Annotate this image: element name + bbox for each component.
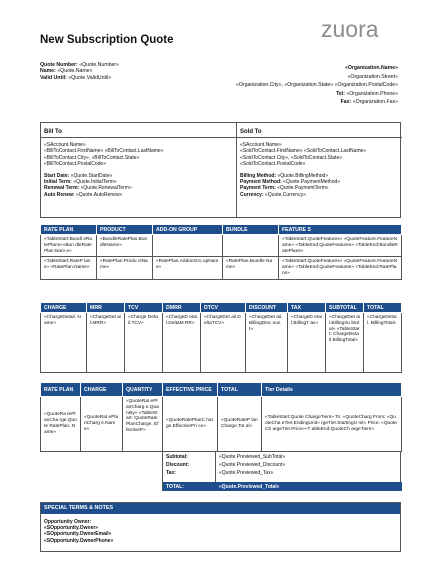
table-row: «QuoteRa tePlanCha rge.Quote RatePlan. Name» «QuoteRat ePlanCharg e.Name» «QuoteRat ePlanCharg e.Quantity» «TableStart: QuoteRate PlanCharge. EffectiveP» «QuoteRatePlanC harge.EffectivePri ce» «QuoteRateP lanCharge.Tot al» «TableStart:Quote ChargeTiers» To: «QuoteCharg From: «QuoteCha eTier.EndingUnit» rgeTier.StartingU nit» Price: «QuoteCh argeTier.Price»«T ableEnd:QuoteCh argeTiers» <box>41 397 402 452</box>
table-row: «TableStart:RateP lans» «RatePlan.Name» «RatePlan.Produ ctName» «RatePlan.AddonGro upName» «RatePlan.Bundle Name» «TableStart:QuoteFeatures» «QuoteFeature.FeatureName» «TableEnd:QuoteFeatures» «TableEnd:RatePlans» <box>41 257 402 279</box>
totals-box <box>162 452 401 491</box>
organization-fax: Fax: «Organization.Fax» <box>340 99 398 106</box>
zuora-logo-image <box>321 18 395 42</box>
zuora-logo <box>321 18 395 42</box>
bill-to-terms: Start Date: «Quote.StartDate» Initial Term: «Quote.InitialTerm» Renewal Term: «Quote.RenewalTerm» Auto Renew: «Quote.AutoRenew» <box>44 172 132 198</box>
organization-city: «Organization.City», «Organization.State» «Organization.PostalCode» <box>235 82 398 89</box>
notes-body: Opportunity Owner: «SOpportunity.Owner» «SOpportunity.OwnerEmail» «SOpportunity.OwnerPhone» <box>44 519 114 544</box>
sold-to-address: «SAccount.Name» «SoldToContact.FirstName» «SoldToContact.LastName» «SoldToContact.City», «SoldToContact.State» «SoldToContact.PostalCode» <box>240 142 367 168</box>
sold-to-terms: Billing Method: «Quote.BillingMethod» Payment Method: «Quote.PaymentMethod» Payment Term: «Quote.PaymentTerm» Currency: «Quote.Currency» <box>240 172 341 198</box>
logo-text: zuora <box>321 18 379 42</box>
table-row: «ChargeDetail. Name» «ChargeDet ail.MRR» «Charge Deta il.TCV» «ChargeD etail.DeltaM RR» «ChargeDet ail.DeltaTCV» «ChargeDet ail.BillingDisc ount» «ChargeD etail.BillingT ax» «ChargeDet ail.BillingSu btotal» «TableStart: ChargeDeta il BillingTotal» «ChargeDetail. BillingTotal» <box>41 313 402 373</box>
sold-to-heading: Sold To <box>237 123 402 138</box>
organization-phone: Tel: «Organization.Phone» <box>336 90 398 97</box>
table-header-row: RATE PLAN PRODUCT ADD-ON GROUP BUNDLE FEATURE S <box>41 225 402 235</box>
valid-until-line: Valid Until: «Quote.ValidUntil» <box>40 74 112 81</box>
quote-name-line: Name: «Quote.Name» <box>40 68 93 75</box>
bill-to-address: «SAccount.Name» «BillToContact.FirstName» «BillToContact.LastName» «BillToContact.City», «BillToContact.State» «BillToContact.PostalCode» <box>44 142 164 168</box>
quote-info <box>40 62 119 81</box>
organization-street: «Organization.Street» <box>347 73 398 80</box>
table-header-row: RATE PLAN CHARGE QUANTITY EFFECTIVE PRICE TOTAL Tier Details <box>41 383 402 397</box>
tier-table <box>40 382 402 452</box>
charge-table <box>40 302 402 373</box>
table-row: «TableStart:Bundl eRatePlans»«Bun dleRatePlan.Nam e» «BundleRatePlan.BundleName» «TableStart:QuoteFeatures» «QuoteFeature.FeatureName» «TableEnd:QuoteFeatures» «TableEnd:BundleRatePlans» <box>41 235 402 257</box>
organization-name: «Organization.Name» <box>344 65 398 71</box>
organization-info <box>236 64 398 107</box>
tax-row: Tax: «Quote.Previewed_Tax» <box>166 470 274 476</box>
rate-plan-table <box>40 224 402 280</box>
sold-to-section <box>237 123 402 217</box>
notes-heading: SPECIAL TERMS & NOTES <box>41 503 400 514</box>
page-title: New Subscription Quote <box>40 34 174 46</box>
quote-number-line: Quote Number: «Quote.Number» <box>40 62 119 68</box>
bill-to-heading: Bill To <box>41 123 236 138</box>
table-header-row: CHARGE MRR TCV DMRR DTCV DISCOUNT TAX SUBTOTAL TOTAL <box>41 303 402 313</box>
total-row: TOTAL: «Quote.Previewed_Total» <box>163 482 402 491</box>
subtotal-row: Subtotal: «Quote.Previewed_SubTotal» <box>166 454 286 460</box>
discount-row: Discount: «Quote.Previewed_Discount» <box>166 462 286 468</box>
bill-to-section <box>41 123 237 217</box>
bill-sold-box <box>40 122 401 218</box>
special-terms-notes <box>40 502 401 552</box>
